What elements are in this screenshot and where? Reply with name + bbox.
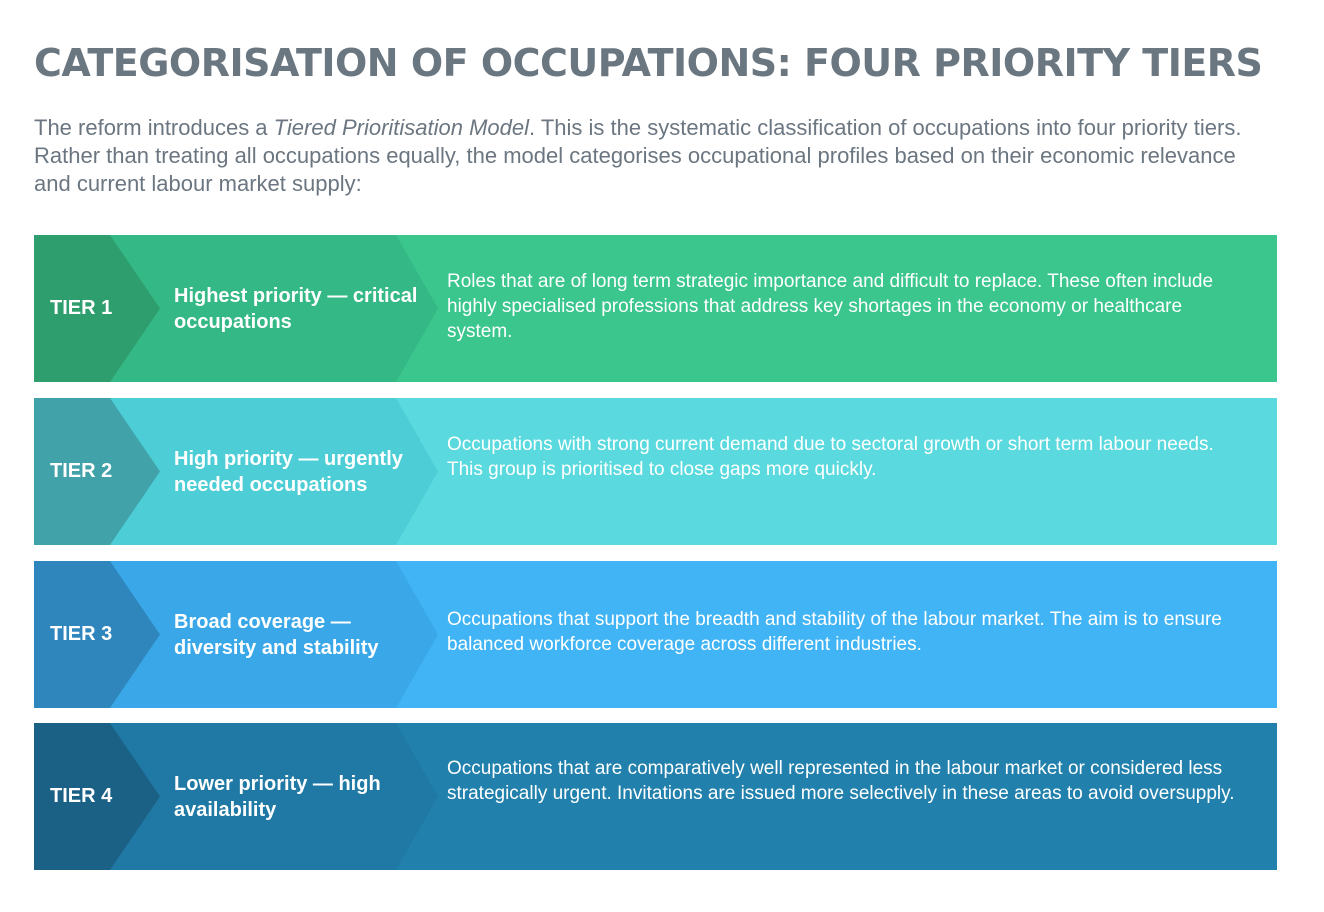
intro-text-end: . This is the systematic classification of occupations into four priority tiers. Rather than treating all occupations equally, the model categorises occupational profiles based on their economic relevance and current labour market supply: [34, 115, 1242, 196]
tier-row-3 [34, 561, 1277, 708]
tier-row-4 [34, 723, 1277, 870]
tier-3-heading: Broad coverage — diversity and stability [174, 610, 379, 659]
model-name: Tiered Prioritisation Model [273, 115, 530, 140]
tier-3-label: TIER 3 [50, 623, 113, 645]
intro-paragraph [34, 114, 1264, 198]
tier-4-heading: Lower priority — high availability [174, 772, 381, 821]
tier-4-label: TIER 4 [50, 785, 113, 807]
tier-2-heading: High priority — urgently needed occupations [174, 447, 403, 496]
tier-1-heading: Highest priority — critical occupations [174, 284, 418, 333]
tier-2-label: TIER 2 [50, 460, 113, 482]
tier-4-description: Occupations that are comparatively well represented in the labour market or considered less strategically urgent. Invitations are issued more selectively in these areas to avoid oversupply. [447, 758, 1235, 804]
intro-text-start: The reform introduces a [34, 115, 274, 140]
page-title: CATEGORISATION OF OCCUPATIONS: FOUR PRIORITY TIERS [34, 41, 1263, 85]
tier-1-label: TIER 1 [50, 297, 113, 319]
tier-row-1 [34, 235, 1277, 382]
tier-row-2 [34, 398, 1277, 545]
tier-3-description: Occupations that support the breadth and stability of the labour market. The aim is to ensure balanced workforce coverage across different industries. [447, 609, 1222, 655]
tier-1-description: Roles that are of long term strategic importance and difficult to replace. These often include highly specialised professions that address key shortages in the economy or healthcare system. [447, 271, 1214, 342]
tier-2-description: Occupations with strong current demand due to sectoral growth or short term labour needs. This group is prioritised to close gaps more quickly. [447, 434, 1214, 480]
